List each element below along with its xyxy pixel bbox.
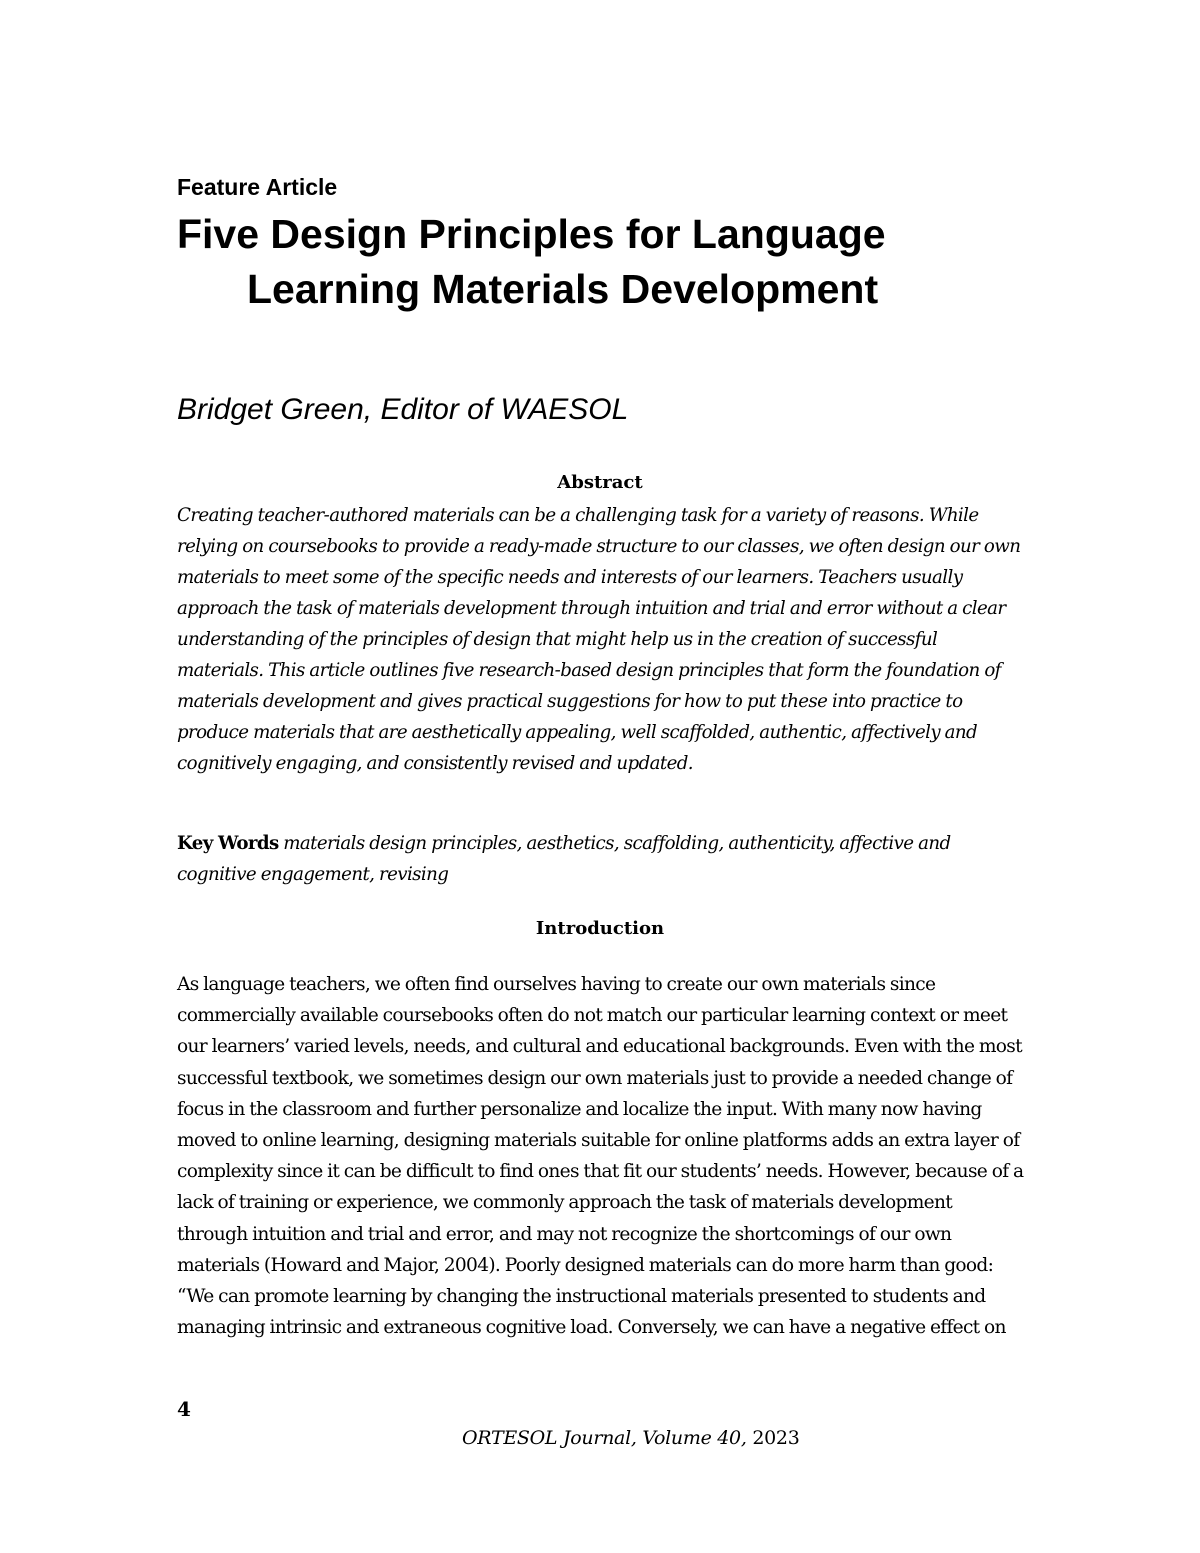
abstract-text: Creating teacher-authored materials can be a challenging task for a variety of reasons. While relying on coursebooks to provide a ready-made structure to our classes, we often design our own materials to meet some of the specific needs and interests of our learners. Teachers usually approach the task of materials development through intuition and trial and error without a clear understanding of the principles of design that might help us in the creation of successful materials. This article outlines five research-based design principles that form the foundation of materials development and gives practical suggestions for how to put these into practice to produce materials that are aesthetically appealing, well scaffolded, authentic, affectively and cognitively engaging, and consistently revised and updated.	[177, 505, 1021, 774]
keywords-list: materials design principles, aesthetics, scaffolding, authenticity, affective and cognitive engagement, revising	[177, 833, 951, 885]
article-title-line-1: Five Design Principles for Language	[177, 211, 886, 257]
journal-year: 2023	[752, 1427, 800, 1449]
journal-footer	[462, 1425, 800, 1451]
journal-name: ORTESOL Journal, Volume 40,	[462, 1427, 747, 1449]
page-number: 4	[177, 1397, 191, 1421]
keywords	[177, 828, 1027, 890]
keywords-label: Key Words	[177, 833, 279, 854]
article-title	[177, 207, 1037, 317]
article-type-label: Feature Article	[177, 174, 338, 200]
author-byline: Bridget Green, Editor of WAESOL	[177, 393, 629, 426]
article-title-line-2: Learning Materials Development	[247, 266, 879, 312]
introduction-text: As language teachers, we often find ourselves having to create our own materials since commercially available coursebooks often do not match our particular learning context or meet our learners’ varied levels, needs, and cultural and educational backgrounds. Even with the most successful textbook, we sometimes design our own materials just to provide a needed change of focus in the classroom and further personalize and localize the input. With many now having moved to online learning, designing materials suitable for online platforms adds an extra layer of complexity since it can be difficult to find ones that fit our students’ needs. However, because of a lack of training or experience, we commonly approach the task of materials development through intuition and trial and error, and may not recognize the shortcomings of our own materials (Howard and Major, 2004). Poorly designed materials can do more harm than good: “We can promote learning by changing the instructional materials presented to students and managing intrinsic and extraneous cognitive load. Conversely, we can have a negative effect on	[177, 974, 1024, 1339]
introduction-heading: Introduction	[535, 918, 665, 939]
abstract-heading: Abstract	[557, 472, 643, 493]
